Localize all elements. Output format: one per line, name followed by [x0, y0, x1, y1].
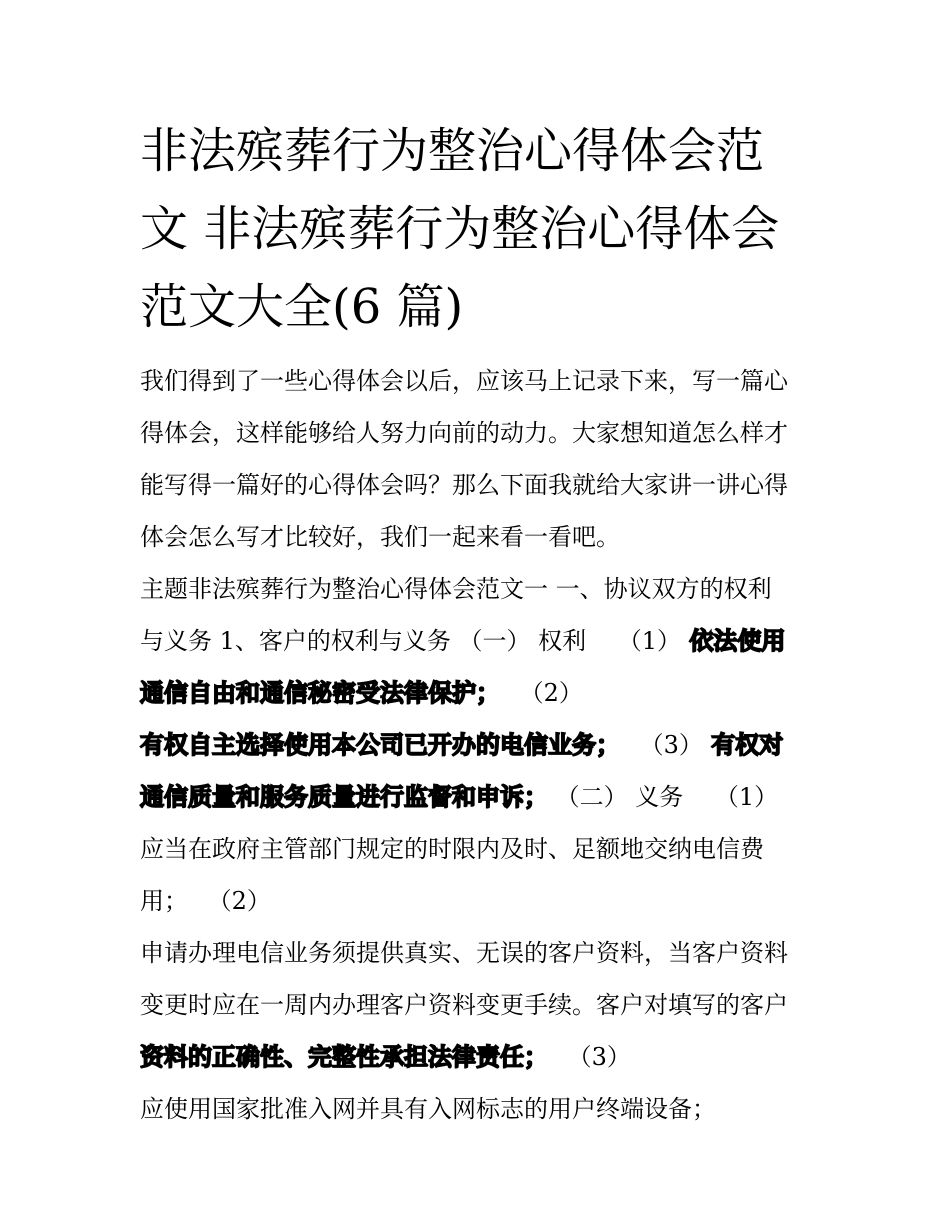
body-text: 应当在政府主管部门规定的时限内及时、足额地交纳电信费 [140, 835, 764, 863]
outlined-text: 依法使用 [681, 626, 786, 655]
body-text: 主题非法殡葬行为整治心得体会范文一 一、协议双方的权利 [140, 575, 772, 603]
body-text: 用； （2） [140, 887, 271, 915]
body-line [140, 834, 820, 864]
body-line [140, 990, 820, 1020]
intro-line: 体会怎么写才比较好，我们一起来看一看吧。 [140, 523, 620, 551]
body-text: （3） [536, 1043, 631, 1071]
body-line [140, 730, 820, 760]
outlined-text: 有权对 [702, 730, 784, 759]
title-line: 范文大全(6 篇) [140, 279, 464, 335]
body-line [140, 574, 820, 604]
document-title [140, 112, 820, 346]
intro-line: 能写得一篇好的心得体会吗？那么下面我就给大家讲一讲心得 [140, 471, 788, 499]
body-text: （2） [488, 679, 583, 707]
outlined-text: 资料的正确性、完整性承担法律责任； [140, 1042, 536, 1071]
intro-line: 我们得到了一些心得体会以后，应该马上记录下来，写一篇心 [140, 367, 788, 395]
body-line [140, 1042, 820, 1072]
outlined-text: 通信自由和通信秘密受法律保护； [140, 678, 488, 707]
body-line [140, 678, 820, 708]
body-text: （3） [608, 731, 703, 759]
title-line: 非法殡葬行为整治心得体会范 [140, 123, 765, 179]
body-line [140, 782, 820, 812]
intro-line: 得体会，这样能够给人努力向前的动力。大家想知道怎么样才 [140, 419, 788, 447]
body-text: 申请办理电信业务须提供真实、无误的客户资料，当客户资料 [140, 939, 788, 967]
body-line [140, 938, 820, 968]
body-text: 与义务 1、客户的权利与义务 （一） 权利 （1） [140, 627, 682, 655]
body-text: 变更时应在一周内办理客户资料变更手续。客户对填写的客户 [140, 991, 788, 1019]
outlined-text: 有权自主选择使用本公司已开办的电信业务； [140, 730, 608, 759]
body-text: 应使用国家批准入网并具有入网标志的用户终端设备； [140, 1095, 716, 1123]
title-line: 文 非法殡葬行为整治心得体会 [140, 201, 780, 257]
body-line [140, 1094, 820, 1124]
outlined-text: 通信质量和服务质量进行监督和申诉； [140, 782, 548, 811]
body-line [140, 886, 820, 916]
body-line [140, 626, 820, 656]
body-text: （二） 义务 （1） [548, 783, 779, 811]
